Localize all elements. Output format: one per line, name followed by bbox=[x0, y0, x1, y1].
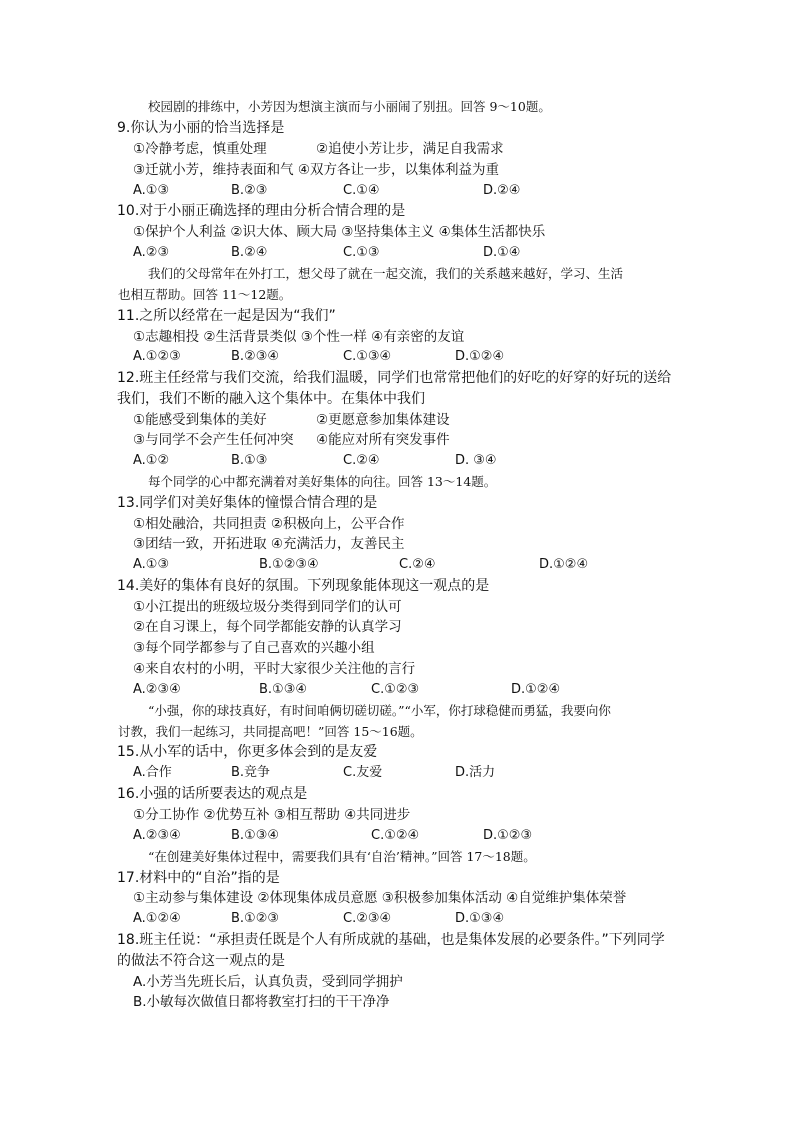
q17-choice-b: B.①②③ bbox=[231, 911, 280, 926]
material-2-line-2: 也相互帮助。回答 11～12题。 bbox=[118, 287, 292, 302]
q16-choice-d: D.①②③ bbox=[483, 828, 533, 843]
q16-items: ①分工协作 ②优势互补 ③相互帮助 ④共同进步 bbox=[133, 807, 411, 823]
question-11-stem: 11.之所以经常在一起是因为“我们” bbox=[117, 308, 336, 324]
q10-choice-a: A.②③ bbox=[133, 245, 170, 260]
q10-items: ①保护个人利益 ②识大体、顾大局 ③坚持集体主义 ④集体生活都快乐 bbox=[133, 224, 546, 240]
q14-choice-d: D.①②④ bbox=[511, 682, 561, 697]
material-2-line-1: 我们的父母常年在外打工，想父母了就在一起交流，我们的关系越来越好，学习、生活 bbox=[148, 266, 624, 281]
q14-choice-c: C.①②③ bbox=[371, 682, 420, 697]
q12-choice-b: B.①③ bbox=[231, 453, 268, 468]
question-18-stem-line-1: 18.班主任说：“承担责任既是个人有所成就的基础，也是集体发展的必要条件。”下列同学 bbox=[117, 932, 665, 948]
material-4-line-1: “小强，你的球技真好，有时间咱俩切磋切磋。”“小军，你打球稳健而勇猛，我要向你 bbox=[148, 703, 611, 718]
q12-choice-a: A.①② bbox=[133, 453, 170, 468]
q16-choice-c: C.①②④ bbox=[371, 828, 420, 843]
q15-choice-d: D.活力 bbox=[455, 765, 496, 780]
material-1: 校园剧的排练中，小芳因为想演主演而与小丽闹了别扭。回答 9～10题。 bbox=[148, 99, 551, 114]
q9-choice-b: B.②③ bbox=[231, 183, 268, 198]
q10-choice-d: D.①④ bbox=[483, 245, 521, 260]
q17-choice-c: C.②③④ bbox=[343, 911, 392, 926]
q14-choice-b: B.①③④ bbox=[259, 682, 308, 697]
material-5: “在创建美好集体过程中，需要我们具有‘自治’精神。”回答 17～18题。 bbox=[148, 849, 536, 864]
q11-items: ①志趣相投 ②生活背景类似 ③个性一样 ④有亲密的友谊 bbox=[133, 329, 465, 345]
q17-items: ①主动参与集体建设 ②体现集体成员意愿 ③积极参加集体活动 ④自觉维护集体荣誉 bbox=[133, 890, 627, 906]
question-17-stem: 17.材料中的“自治”指的是 bbox=[117, 870, 280, 886]
q9-item-1: ①冷静考虑，慎重处理 bbox=[133, 141, 267, 157]
question-16-stem: 16.小强的话所要表达的观点是 bbox=[117, 786, 308, 802]
material-3: 每个同学的心中都充满着对美好集体的向往。回答 13～14题。 bbox=[148, 474, 497, 489]
q11-choice-b: B.②③④ bbox=[231, 349, 280, 364]
material-4-line-2: 讨教，我们一起练习，共同提高吧！”回答 15～16题。 bbox=[118, 724, 423, 739]
q9-item-3-4: ③迁就小芳，维持表面和气 ④双方各让一步，以集体利益为重 bbox=[133, 162, 499, 178]
q14-item-3: ③每个同学都参与了自己喜欢的兴趣小组 bbox=[133, 640, 375, 656]
q16-choice-b: B.①③④ bbox=[231, 828, 280, 843]
q11-choice-a: A.①②③ bbox=[133, 349, 181, 364]
q9-choice-a: A.①③ bbox=[133, 183, 170, 198]
q16-choice-a: A.②③④ bbox=[133, 828, 181, 843]
q13-choice-c: C.②④ bbox=[399, 557, 436, 572]
question-14-stem: 14.美好的集体有良好的氛围。下列现象能体现这一观点的是 bbox=[117, 578, 490, 594]
q17-choice-a: A.①②④ bbox=[133, 911, 181, 926]
q9-item-2: ②追使小芳让步，满足自我需求 bbox=[316, 141, 504, 157]
q13-items-1-2: ①相处融洽，共同担责 ②积极向上，公平合作 bbox=[133, 516, 405, 532]
question-18-stem-line-2: 的做法不符合这一观点的是 bbox=[117, 953, 285, 969]
q12-choice-c: C.②④ bbox=[343, 453, 380, 468]
q14-item-1: ①小江提出的班级垃圾分类得到同学们的认可 bbox=[133, 599, 402, 615]
question-13-stem: 13.同学们对美好集体的憧憬合情合理的是 bbox=[117, 495, 378, 511]
q9-choice-d: D.②④ bbox=[483, 183, 521, 198]
q13-choice-a: A.①③ bbox=[133, 557, 170, 572]
q14-item-2: ②在自习课上，每个同学都能安静的认真学习 bbox=[133, 619, 402, 635]
q15-choice-c: C.友爱 bbox=[343, 765, 383, 780]
q13-choice-b: B.①②③④ bbox=[259, 557, 319, 572]
q13-items-3-4: ③团结一致，开拓进取 ④充满活力，友善民主 bbox=[133, 536, 405, 552]
q12-item-1: ①能感受到集体的美好 bbox=[133, 412, 267, 428]
q13-choice-d: D.①②④ bbox=[539, 557, 589, 572]
q15-choice-b: B.竞争 bbox=[231, 765, 271, 780]
q18-choice-b: B.小敏每次做值日都将教室打扫的干干净净 bbox=[133, 994, 390, 1010]
question-12-stem-line-2: 我们，我们不断的融入这个集体中。在集体中我们 bbox=[117, 391, 425, 407]
q11-choice-d: D.①②④ bbox=[455, 349, 505, 364]
q18-choice-a: A.小芳当先班长后，认真负责，受到同学拥护 bbox=[133, 974, 403, 990]
question-15-stem: 15.从小军的话中，你更多体会到的是友爱 bbox=[117, 744, 378, 760]
q14-choice-a: A.②③④ bbox=[133, 682, 181, 697]
q10-choice-c: C.①③ bbox=[343, 245, 380, 260]
q9-choice-c: C.①④ bbox=[343, 183, 380, 198]
q11-choice-c: C.①③④ bbox=[343, 349, 392, 364]
q15-choice-a: A.合作 bbox=[133, 765, 172, 780]
question-9-stem: 9.你认为小丽的恰当选择是 bbox=[117, 120, 285, 136]
q12-item-2: ②更愿意参加集体建设 bbox=[316, 412, 450, 428]
q12-item-3: ③与同学不会产生任何冲突 bbox=[133, 432, 294, 448]
q12-item-4: ④能应对所有突发事件 bbox=[316, 432, 450, 448]
q17-choice-d: D.①③④ bbox=[455, 911, 505, 926]
q12-choice-d: D. ③④ bbox=[455, 453, 497, 468]
q10-choice-b: B.②④ bbox=[231, 245, 268, 260]
q14-item-4: ④来自农村的小明，平时大家很少关注他的言行 bbox=[133, 661, 416, 677]
question-12-stem-line-1: 12.班主任经常与我们交流，给我们温暖，同学们也常常把他们的好吃的好穿的好玩的送给 bbox=[117, 370, 672, 386]
question-10-stem: 10.对于小丽正确选择的理由分析合情合理的是 bbox=[117, 203, 406, 219]
